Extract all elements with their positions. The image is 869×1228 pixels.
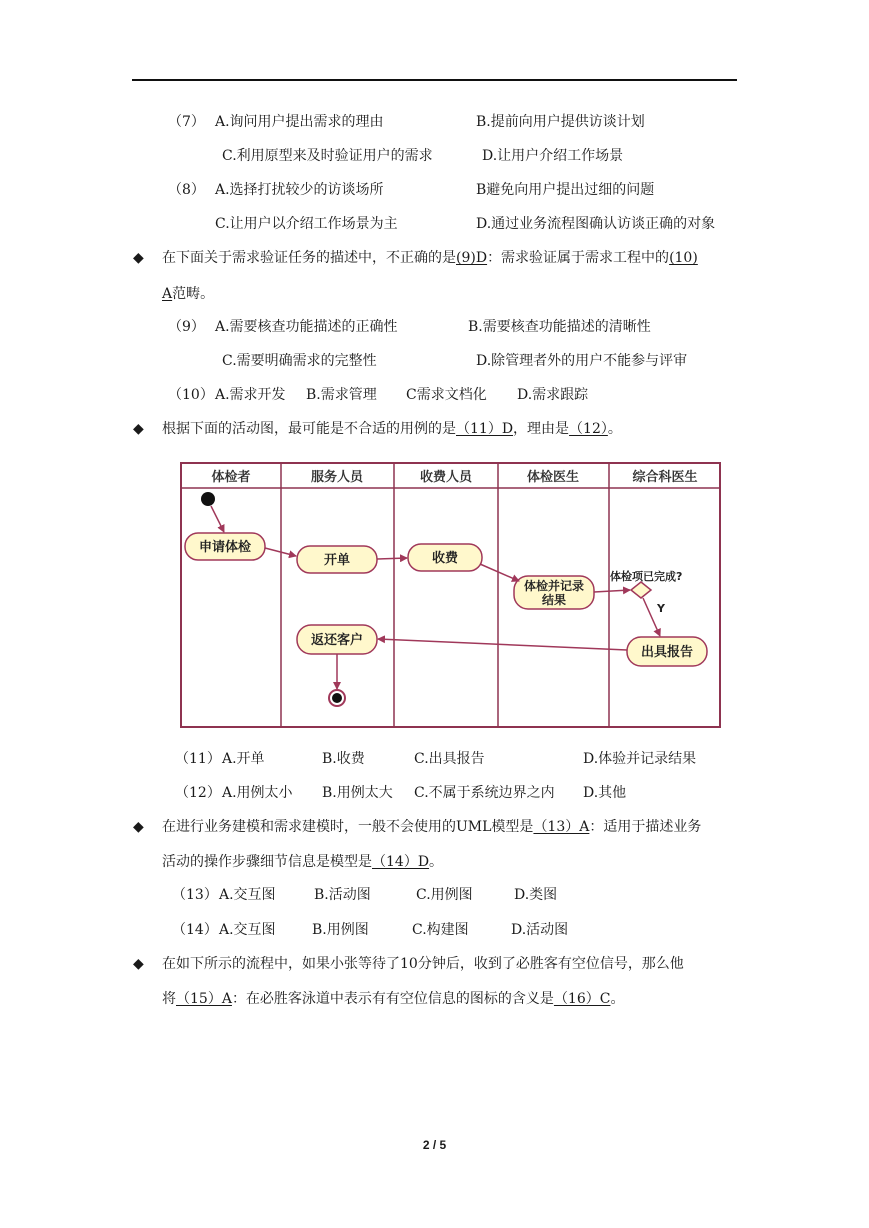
q12-option-b: B.用例太大 xyxy=(322,785,393,801)
q9-option-d: D.除管理者外的用户不能参与评审 xyxy=(476,353,688,369)
q13-option-b: B.活动图 xyxy=(314,887,371,903)
activity-exam-record-label-2: 结果 xyxy=(541,593,567,607)
stem-text: 在进行业务建模和需求建模时，一般不会使用的UML模型是（13）A：适用于描述业务 xyxy=(162,819,702,835)
q11-option-b: B.收费 xyxy=(322,751,365,767)
bullet-icon: ◆ xyxy=(133,421,144,437)
stem-text: 在如下所示的流程中，如果小张等待了10分钟后，收到了必胜客有空位信号，那么他 xyxy=(162,956,684,972)
answer-10: A xyxy=(162,286,173,302)
q7-option-b: B.提前向用户提供访谈计划 xyxy=(476,114,645,130)
q12-option-a: A.用例太小 xyxy=(222,785,293,801)
q7-option-c: C.利用原型来及时验证用户的需求 xyxy=(222,148,433,164)
q12-option-c: C.不属于系统边界之内 xyxy=(414,785,555,801)
stem-text-cont: 活动的操作步骤细节信息是模型是（14）D。 xyxy=(162,854,444,870)
bullet-icon: ◆ xyxy=(133,819,144,835)
q14-number: （14） xyxy=(172,922,218,938)
q13-option-d: D.类图 xyxy=(514,887,558,903)
q7-option-d: D.让用户介绍工作场景 xyxy=(482,148,624,164)
activity-charge-label: 收费 xyxy=(431,551,459,566)
answer-15: （15）A xyxy=(176,991,232,1007)
answer-11: （11）D xyxy=(456,421,514,437)
q11-option-d: D.体验并记录结果 xyxy=(583,751,697,767)
bullet-icon: ◆ xyxy=(133,956,144,972)
stem-text-cont: 将（15）A：在必胜客泳道中表示有有空位信息的图标的含义是（16）C。 xyxy=(162,991,625,1007)
lane-title-general-doctor: 综合科医生 xyxy=(632,470,698,485)
answer-9: (9)D xyxy=(456,250,488,266)
initial-node xyxy=(201,492,215,506)
q9-option-b: B.需要核查功能描述的清晰性 xyxy=(468,319,651,335)
q8-option-a: A.选择打扰较少的访谈场所 xyxy=(215,182,384,198)
activity-diagram xyxy=(180,462,722,729)
stem-text: 在下面关于需求验证任务的描述中，不正确的是(9)D：需求验证属于需求工程中的(10) xyxy=(162,250,698,266)
lane-title-exam-doctor: 体检医生 xyxy=(526,470,580,485)
q10-number: （10） xyxy=(168,387,214,403)
q8-number: （8） xyxy=(168,182,205,198)
q11-number: （11） xyxy=(175,751,221,767)
lane-title-examinee: 体检者 xyxy=(211,470,251,485)
activity-open-order-label: 开单 xyxy=(323,553,351,568)
q9-option-a: A.需要核查功能描述的正确性 xyxy=(215,319,398,335)
q8-option-d: D.通过业务流程图确认访谈正确的对象 xyxy=(476,216,716,232)
q10-option-d: D.需求跟踪 xyxy=(517,387,589,403)
q10-option-b: B.需求管理 xyxy=(306,387,377,403)
q14-option-a: A.交互图 xyxy=(219,922,276,938)
answer-14: （14）D xyxy=(372,854,430,870)
q10-option-a: A.需求开发 xyxy=(215,387,286,403)
q7-number: （7） xyxy=(168,114,205,130)
activity-apply-exam-label: 申请体检 xyxy=(198,540,252,555)
stem-text-cont: A范畴。 xyxy=(162,286,215,302)
q9-number: （9） xyxy=(168,319,205,335)
activity-issue-report-label: 出具报告 xyxy=(640,645,694,660)
final-node-core xyxy=(332,693,342,703)
flow-arrow xyxy=(377,558,407,559)
activity-exam-record-label-1: 体检并记录 xyxy=(523,579,585,593)
q11-option-c: C.出具报告 xyxy=(414,751,485,767)
q8-option-c: C.让用户以介绍工作场景为主 xyxy=(215,216,398,232)
header-rule xyxy=(132,79,737,81)
q14-option-c: C.构建图 xyxy=(412,922,469,938)
q9-option-c: C.需要明确需求的完整性 xyxy=(222,353,377,369)
stem-text: 根据下面的活动图，最可能是不合适的用例的是（11）D，理由是（12）。 xyxy=(162,421,622,437)
q13-option-a: A.交互图 xyxy=(219,887,276,903)
q12-option-d: D.其他 xyxy=(583,785,627,801)
bullet-icon: ◆ xyxy=(133,250,144,266)
lane-title-service-staff: 服务人员 xyxy=(310,470,364,485)
lane-title-cashier: 收费人员 xyxy=(419,470,473,485)
activity-return-customer-label: 返还客户 xyxy=(310,633,364,648)
q13-option-c: C.用例图 xyxy=(416,887,473,903)
decision-yes-label: Y xyxy=(657,602,665,615)
answer-13: （13）A xyxy=(533,819,590,835)
q8-option-b: B避免向用户提出过细的问题 xyxy=(476,182,655,198)
q14-option-d: D.活动图 xyxy=(511,922,569,938)
q13-number: （13） xyxy=(172,887,218,903)
page-number: 2 / 5 xyxy=(422,1138,447,1152)
q11-option-a: A.开单 xyxy=(222,751,265,767)
answer-12-blank: （12） xyxy=(569,421,608,437)
q12-number: （12） xyxy=(175,785,221,801)
answer-16: （16）C xyxy=(553,991,611,1007)
decision-label: 体检项已完成? xyxy=(610,570,683,583)
answer-10-blank: (10) xyxy=(669,250,698,266)
q7-option-a: A.询问用户提出需求的理由 xyxy=(215,114,384,130)
q14-option-b: B.用例图 xyxy=(312,922,369,938)
q10-option-c: C需求文档化 xyxy=(406,387,487,403)
